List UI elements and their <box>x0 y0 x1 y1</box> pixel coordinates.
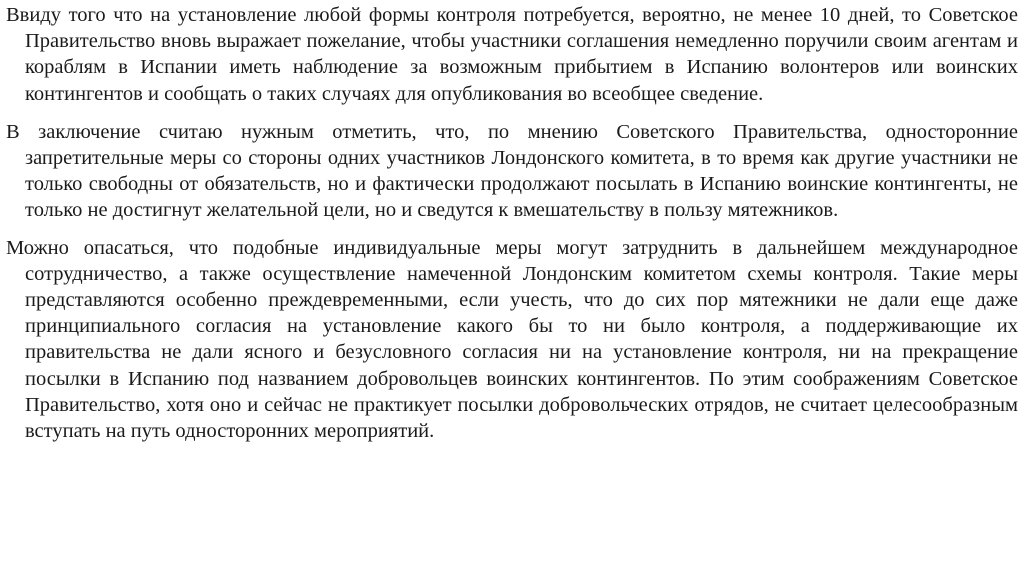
paragraph-1: Ввиду того что на установление любой формы контроля потребуется, вероятно, не менее 10 дней, то Советское Правительство вновь выражает пожелание, чтобы участники соглашения немедленно поручили своим агентам и кораблям в Испании иметь наблюдение за возможным прибытием в Испанию волонтеров или воинских контингентов и сообщать о таких случаях для опубликования во всеобщее сведение. <box>6 4 1018 105</box>
paragraph-3: Можно опасаться, что подобные индивидуальные меры могут затруднить в дальнейшем международное сотрудничество, а также осуществление намеченной Лондонским комитетом схемы контроля. Такие меры представляются особенно преждевременными, если учесть, что до сих пор мятежники не дали еще даже принципиального согласия на установление какого бы то ни было контроля, а поддерживающие их правительства не дали ясного и безусловного согласия ни на установление контроля, ни на прекращение посылки в Испанию под названием добровольцев воинских контингентов. По этим соображениям Советское Правительство, хотя оно и сейчас не практикует посылки добровольческих отрядов, не считает целесообразным вступать на путь односторонних мероприятий. <box>6 236 1018 443</box>
document-page <box>6 2 1018 444</box>
paragraph-2: В заключение считаю нужным отметить, что, по мнению Советского Правительства, односторонние запретительные меры со стороны одних участников Лондонского комитета, в то время как другие участники не только свободны от обязательств, но и фактически продолжают посылать в Испанию воинские контингенты, не только не достигнут желательной цели, но и сведутся к вмешательству в пользу мятежников. <box>6 120 1018 222</box>
